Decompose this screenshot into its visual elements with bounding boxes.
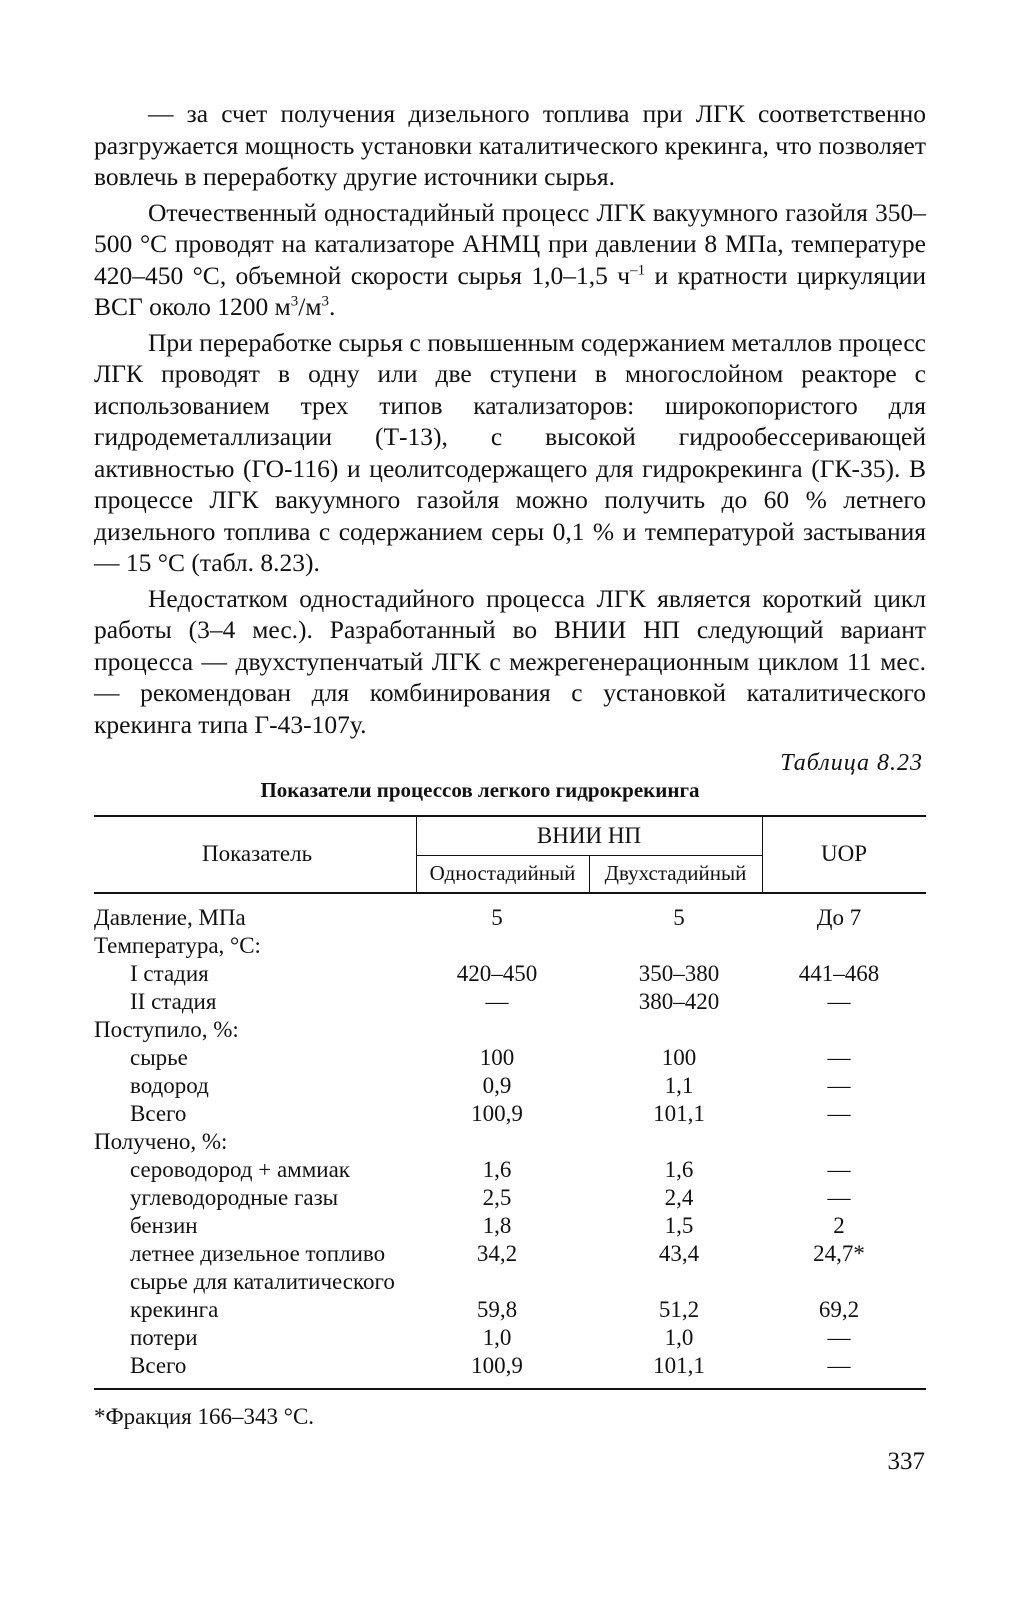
- paragraph: Недостатком одностадийного процесса ЛГК является короткий цикл работы (3–4 мес.). Разработанный во ВНИИ НП следующий вариант процесса — двухступенчатый ЛГК с межрегенерационным циклом 11 мес. — рекомендован для комбинирования с установкой каталитического крекинга типа Г-43-107у.: [94, 583, 926, 739]
- cell-v2: 1,1: [664, 1073, 694, 1098]
- table-row: [94, 1212, 926, 1240]
- row-label: бензин: [130, 1213, 198, 1238]
- table-title-text: Показатели процессов легкого гидрокрекинга: [260, 778, 700, 802]
- cell-v2: 5: [673, 905, 685, 930]
- paragraph: — за счет получения дизельного топлива при ЛГК соответственно разгружается мощность установки каталитического крекинга, что позволяет вовлечь в переработку другие источники сырья.: [94, 99, 926, 191]
- cell-v2: 1,0: [664, 1325, 694, 1350]
- row-label: сероводород + аммиак: [130, 1157, 350, 1182]
- table-header: [94, 815, 926, 894]
- table-row: [94, 1100, 926, 1128]
- header-col2: Двухстадийный: [604, 861, 747, 885]
- row-label: Всего: [130, 1101, 187, 1126]
- table-row: [94, 1324, 926, 1352]
- cell-v3: —: [827, 1157, 851, 1182]
- row-label: сырье для каталитического: [130, 1269, 395, 1294]
- table-row: [94, 1352, 926, 1380]
- table-row: [94, 932, 926, 960]
- cell-v2: 380–420: [638, 989, 720, 1014]
- cell-v3: —: [827, 1101, 851, 1126]
- cell-v3: 24,7*: [813, 1241, 865, 1266]
- row-label: Температура, °С:: [94, 933, 261, 958]
- row-label: Поступило, %:: [94, 1017, 239, 1042]
- cell-v1: 420–450: [456, 961, 538, 986]
- row-label: потери: [130, 1325, 198, 1350]
- table-title: [94, 778, 926, 803]
- cell-v3: 69,2: [818, 1297, 860, 1322]
- row-label: крекинга: [130, 1297, 219, 1322]
- table-body: [94, 904, 926, 1380]
- cell-v2: 51,2: [658, 1297, 700, 1322]
- header-group: ВНИИ НП: [536, 823, 642, 848]
- cell-v1: 100: [479, 1045, 515, 1070]
- row-label: углеводородные газы: [130, 1185, 339, 1210]
- paragraph: При переработке сырья с повышенным содержанием металлов процесс ЛГК проводят в одну или две ступени в многослойном реакторе с использованием трех типов катализаторов: широкопористого для гидродеметаллизации (Т-13), с высокой гидрообессеривающей активностью (ГО-116) и цеолитсодержащего для гидрокрекинга (ГК-35). В процессе ЛГК вакуумного газойля можно получить до 60 % летнего дизельного топлива с содержанием серы 0,1 % и температурой застывания — 15 °С (табл. 8.23).: [94, 327, 926, 577]
- cell-v1: 5: [491, 905, 503, 930]
- header-indicator: Показатель: [202, 841, 313, 866]
- cell-v3: —: [827, 1325, 851, 1350]
- cell-v3: —: [827, 1045, 851, 1070]
- cell-v2: 101,1: [653, 1101, 705, 1126]
- cell-v1: 100,9: [471, 1353, 523, 1378]
- cell-v3: —: [827, 989, 851, 1014]
- table-row: [94, 1128, 926, 1156]
- table-row: [94, 1072, 926, 1100]
- cell-v3: —: [827, 1353, 851, 1378]
- table-row: [94, 1296, 926, 1324]
- row-label: водород: [130, 1073, 209, 1098]
- cell-v2: 1,6: [664, 1157, 694, 1182]
- table-row: [94, 1156, 926, 1184]
- data-table: [94, 815, 926, 1390]
- header-col1: Одностадийный: [429, 861, 576, 885]
- row-label: Давление, МПа: [94, 905, 246, 930]
- cell-v3: 2: [833, 1213, 845, 1238]
- table-row: [94, 960, 926, 988]
- cell-v1: 1,0: [482, 1325, 512, 1350]
- table-row: [94, 1044, 926, 1072]
- table-row: [94, 1268, 926, 1296]
- cell-v2: 350–380: [638, 961, 720, 986]
- row-label: летнее дизельное топливо: [130, 1241, 386, 1266]
- row-label: Получено, %:: [94, 1129, 228, 1154]
- cell-v1: 100,9: [471, 1101, 523, 1126]
- row-label: I стадия: [130, 961, 209, 986]
- cell-v2: 2,4: [664, 1185, 694, 1210]
- header-col3: UOP: [820, 841, 867, 866]
- table-row: [94, 1240, 926, 1268]
- row-label: сырье: [130, 1045, 188, 1070]
- table-row: [94, 1016, 926, 1044]
- cell-v3: До 7: [816, 905, 862, 930]
- page-number: 337: [887, 1448, 925, 1475]
- body-text: [94, 98, 926, 744]
- cell-v1: 2,5: [482, 1185, 512, 1210]
- cell-v3: —: [827, 1073, 851, 1098]
- cell-v1: 1,8: [482, 1213, 512, 1238]
- cell-v2: 1,5: [664, 1213, 694, 1238]
- paragraph: Отечественный одностадийный процесс ЛГК вакуумного газойля 350–500 °С проводят на катализаторе АНМЦ при давлении 8 МПа, температуре 420–450 °С, объемной скорости сырья 1,0–1,5 $ч^{-1}$ и кратности циркуляции ВСГ около 1200 $м^3/м^3$.: [94, 197, 926, 321]
- row-label: Всего: [130, 1353, 187, 1378]
- table-number: Таблица 8.23: [780, 750, 923, 776]
- cell-v1: 1,6: [482, 1157, 512, 1182]
- cell-v3: —: [827, 1185, 851, 1210]
- cell-v1: 34,2: [476, 1241, 518, 1266]
- table-row: [94, 1184, 926, 1212]
- table-row: [94, 904, 926, 932]
- footnote: *Фракция 166–343 °С.: [94, 1404, 315, 1429]
- cell-v1: 0,9: [482, 1073, 512, 1098]
- cell-v2: 43,4: [658, 1241, 700, 1266]
- cell-v2: 101,1: [653, 1353, 705, 1378]
- cell-v3: 441–468: [798, 961, 880, 986]
- table-bottom-rule: [94, 1388, 926, 1390]
- row-label: II стадия: [130, 989, 217, 1014]
- cell-v2: 100: [661, 1045, 697, 1070]
- cell-v1: 59,8: [476, 1297, 518, 1322]
- table-row: [94, 988, 926, 1016]
- cell-v1: —: [485, 989, 509, 1014]
